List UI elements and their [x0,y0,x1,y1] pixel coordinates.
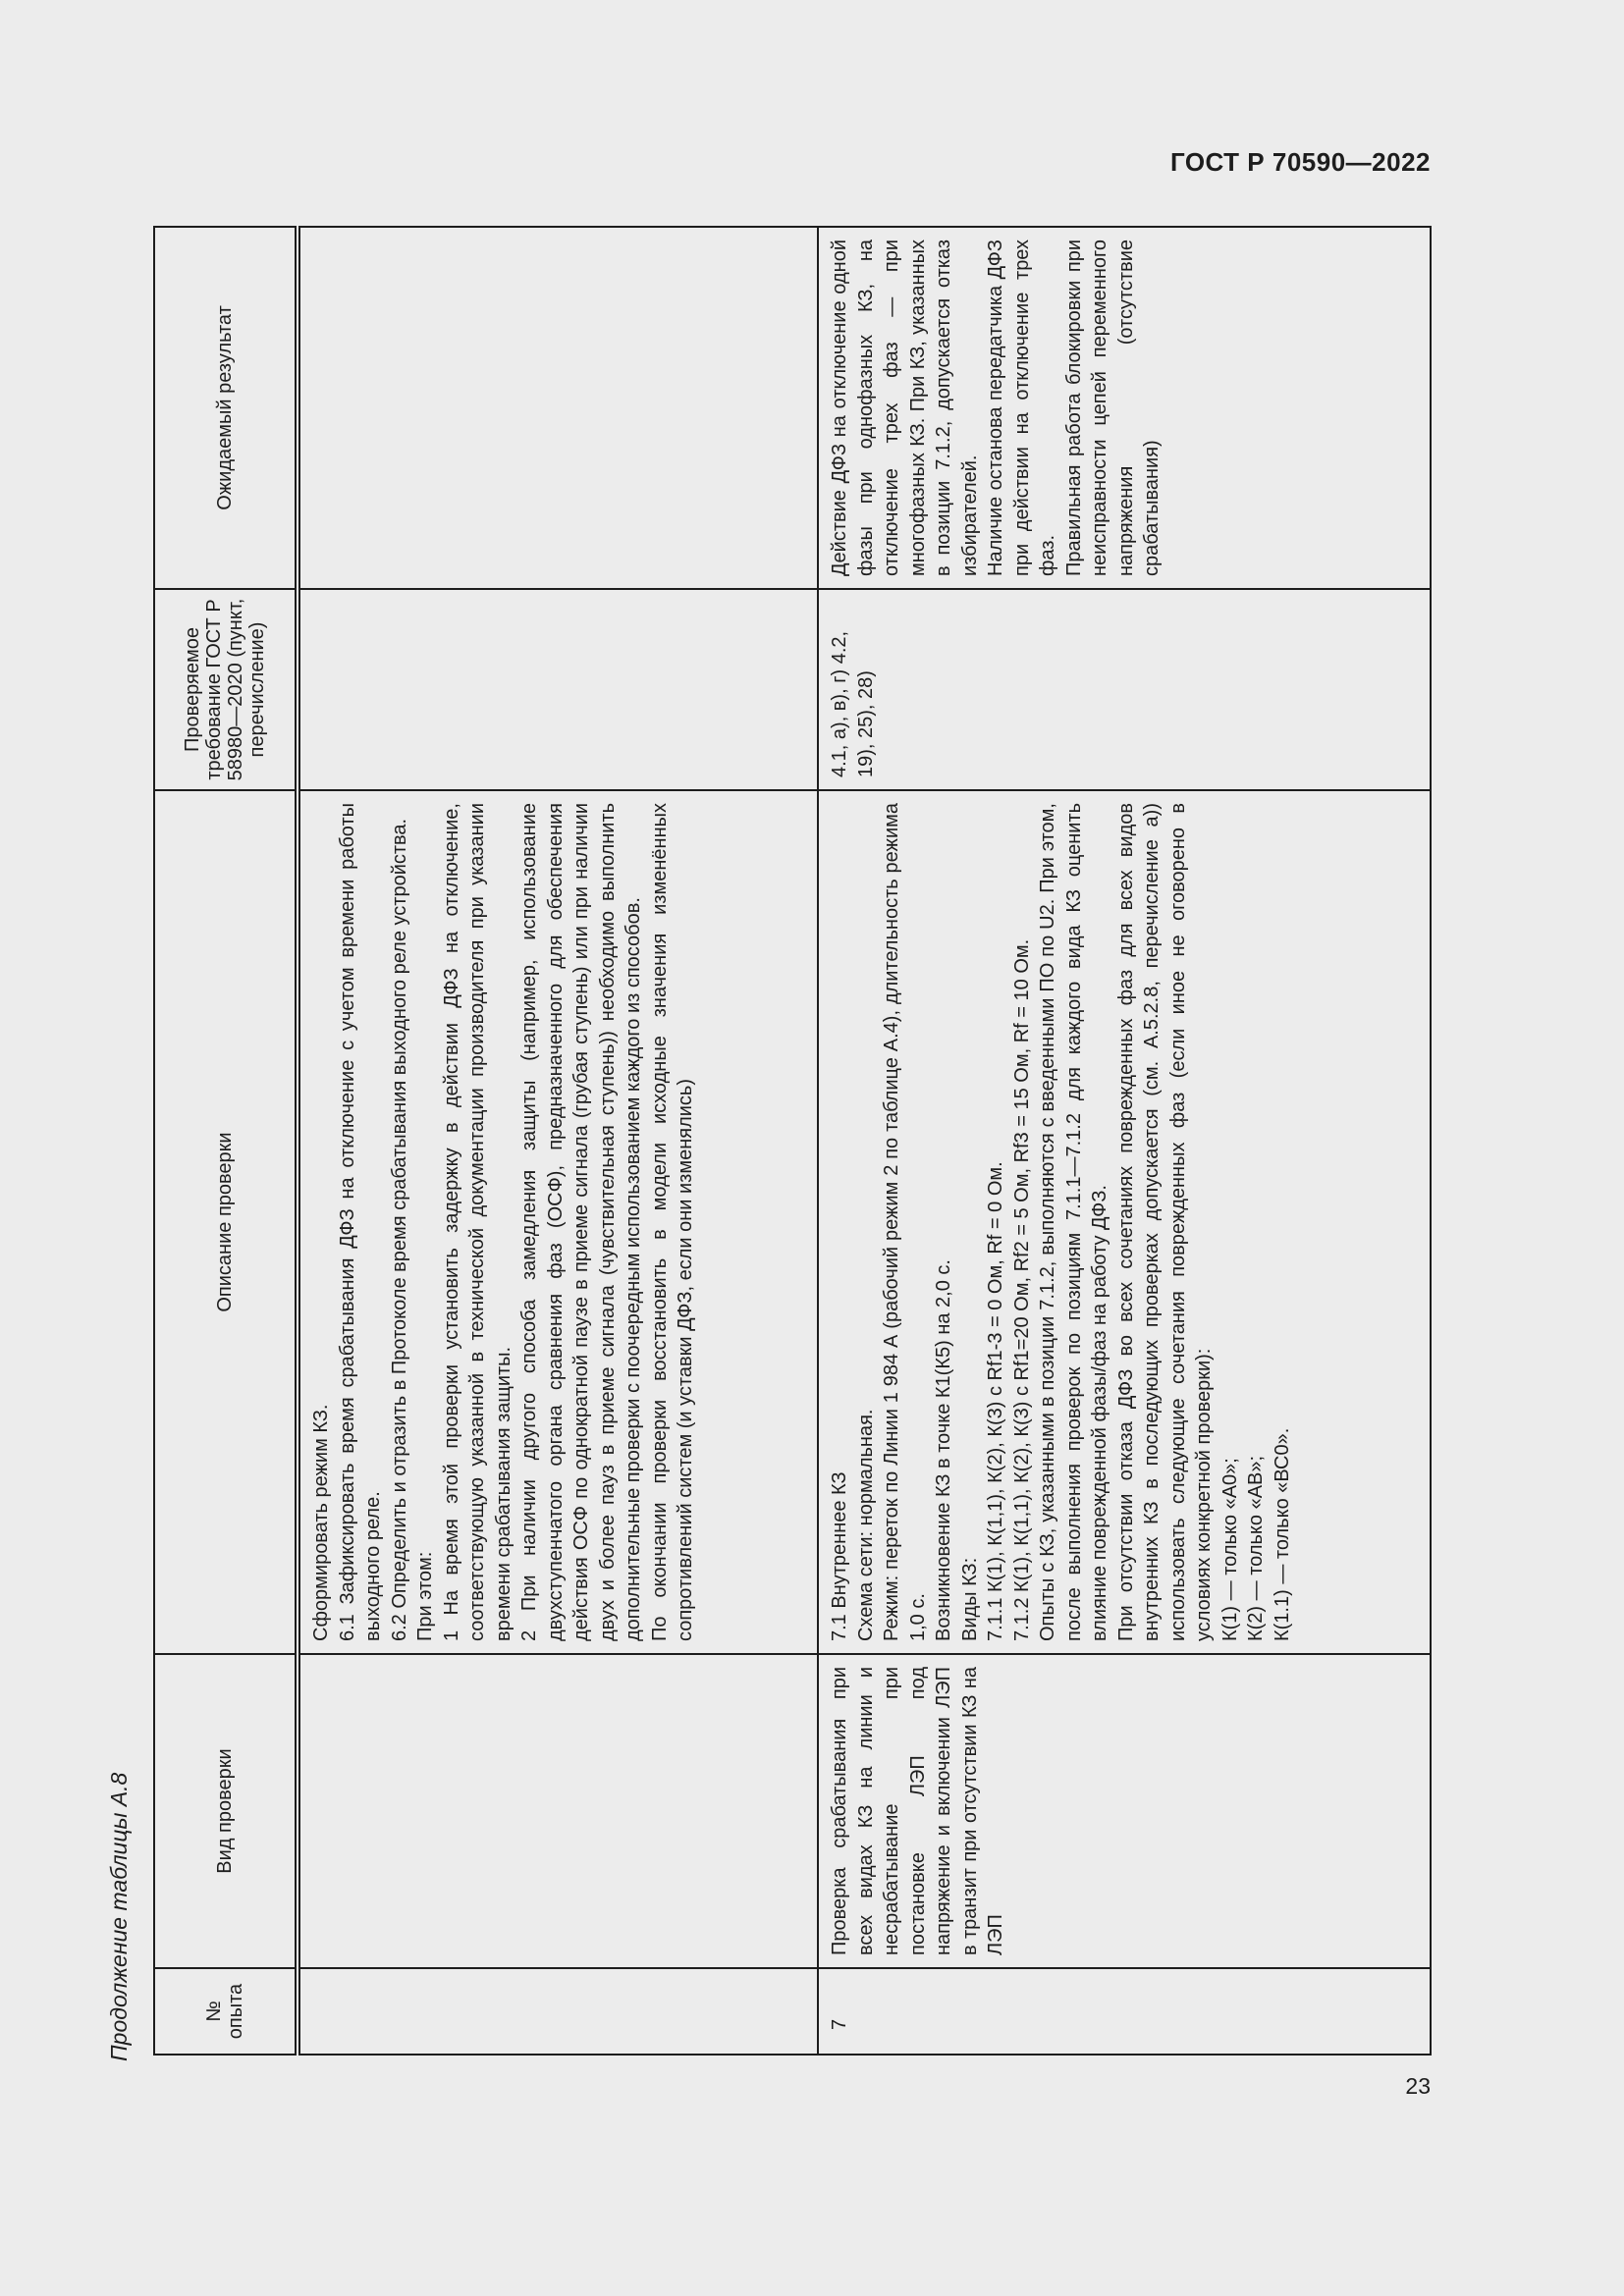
description-line: При отсутствии отказа ДФЗ во всех сочетаниях поврежденных фаз для всех видов внутренних КЗ в последующих проверках допускается (см. А.5.2.8, перечисление а)) использовать следующие сочетания поврежденных фаз (если иное не оговорено в условиях конкретной проверки): [1114,803,1215,1641]
table-row [298,227,818,2055]
description-line: 6.1 Зафиксировать время срабатывания ДФЗ на отключение с учетом времени работы выходного реле. [336,803,384,1641]
table-caption: Продолжение таблицы А.8 [106,1772,132,2061]
result-line: Наличие останова передатчика ДФЗ при действии на отключение трех фаз. [985,240,1058,576]
header-test-description: Описание проверки [154,790,298,1654]
description-line: При этом: [414,1551,436,1641]
cell-description [818,790,1431,1654]
standard-designation: ГОСТ Р 70590—2022 [1169,147,1431,177]
description-line: К(2) — только «АВ»; [1245,1455,1267,1641]
page-number: 23 [1405,2073,1431,2099]
description-line: По окончании проверки восстановить в модели исходные значения изменённых сопротивлений систем (и уставки ДФЗ, если они изменялись) [648,803,696,1641]
header-requirement: Проверяемое требование ГОСТ Р 58980—2020 (пункт, перечисление) [154,589,298,790]
test-table [153,226,1432,2056]
table-row [818,227,1431,2055]
description-line: 1 На время этой проверки установить задержку в действии ДФЗ на отключение, соответствующую указанной в технической документации производителя при указании времени срабатывания защиты. [440,803,514,1641]
description-line: К(1.1) — только «ВС0». [1271,1427,1293,1641]
rotated-table-block [88,216,1453,2061]
cell-requirement [298,589,818,790]
description-line: 2 При наличии другого способа замедления защиты (например, использование двухступенчатого органа сравнения фаз (ОСФ), предназначенного для обеспечения действия ОСФ по однократной паузе в приеме сигнала (грубая ступень) или при наличии двух и более пауз в приеме сигнала (чувствительная ступень)) необходимо выполнить дополнительные проверки с поочередным использованием каждого из способов. [518,803,644,1641]
cell-expected-result [298,227,818,589]
cell-test-number [298,1968,818,2055]
header-expected-result: Ожидаемый результат [154,227,298,589]
description-line: 7.1.2 К(1), К(1,1), К(2), К(3) с Rf1=20 Ом, Rf2 = 5 Ом, Rf3 = 15 Ом, Rf = 10 Ом. [1010,938,1033,1641]
description-line: Виды КЗ: [958,1557,981,1641]
result-line: Действие ДФЗ на отключение одной фазы при однофазных КЗ, на отключение трех фаз — при многофазных КЗ. При КЗ, указанных в позиции 7.1.2, допускается отказ избирателей. [829,240,981,576]
description-line: Режим: переток по Линии 1 984 А (рабочий режим 2 по таблице А.4), длительность режима 1,0 с. [881,803,929,1641]
cell-expected-result [818,227,1431,589]
header-test-number: № опыта [154,1968,298,2055]
test-type-text: Проверка срабатывания при всех видах КЗ на линии и несрабатывание при постановке ЛЭП под напряжение и включении ЛЭП в транзит при отсутствии КЗ на ЛЭП [829,1667,1006,1955]
cell-description [298,790,818,1654]
description-line: Схема сети: нормальная. [854,1409,877,1641]
cell-test-type [818,1654,1431,1968]
description-line: 6.2 Определить и отразить в Протоколе время срабатывания выходного реле устройства. [388,818,410,1641]
requirement-text: 4.1, а), в), г) 4.2, 19), 25), 28) [829,630,877,777]
cell-test-type [298,1654,818,1968]
description-line: Опыты с КЗ, указанными в позиции 7.1.2, выполняются с введенными ПО по U2. При этом, после выполнения проверок по позициям 7.1.1—7.1.2 для каждого вида КЗ оценить влияние поврежденной фазы/фаз на работу ДФЗ. [1037,803,1110,1641]
result-line: Правильная работа блокировки при неисправности цепей переменного напряжения (отсутствие срабатывания) [1062,240,1163,576]
header-test-type: Вид проверки [154,1654,298,1968]
description-line: 7.1.1 К(1), К(1,1), К(2), К(3) с Rf1-3 = 0 Ом, Rf = 0 Ом. [985,1161,1006,1641]
description-line: Возникновение КЗ в точке К1(К5) на 2,0 с. [933,1259,954,1641]
table-header-row [154,227,298,2055]
cell-test-number: 7 [818,1968,1431,2055]
description-line: 7.1 Внутреннее КЗ [829,1471,850,1641]
cell-requirement [818,589,1431,790]
description-line: Сформировать режим КЗ. [310,1404,332,1641]
description-line: К(1) — только «А0»; [1218,1458,1241,1641]
